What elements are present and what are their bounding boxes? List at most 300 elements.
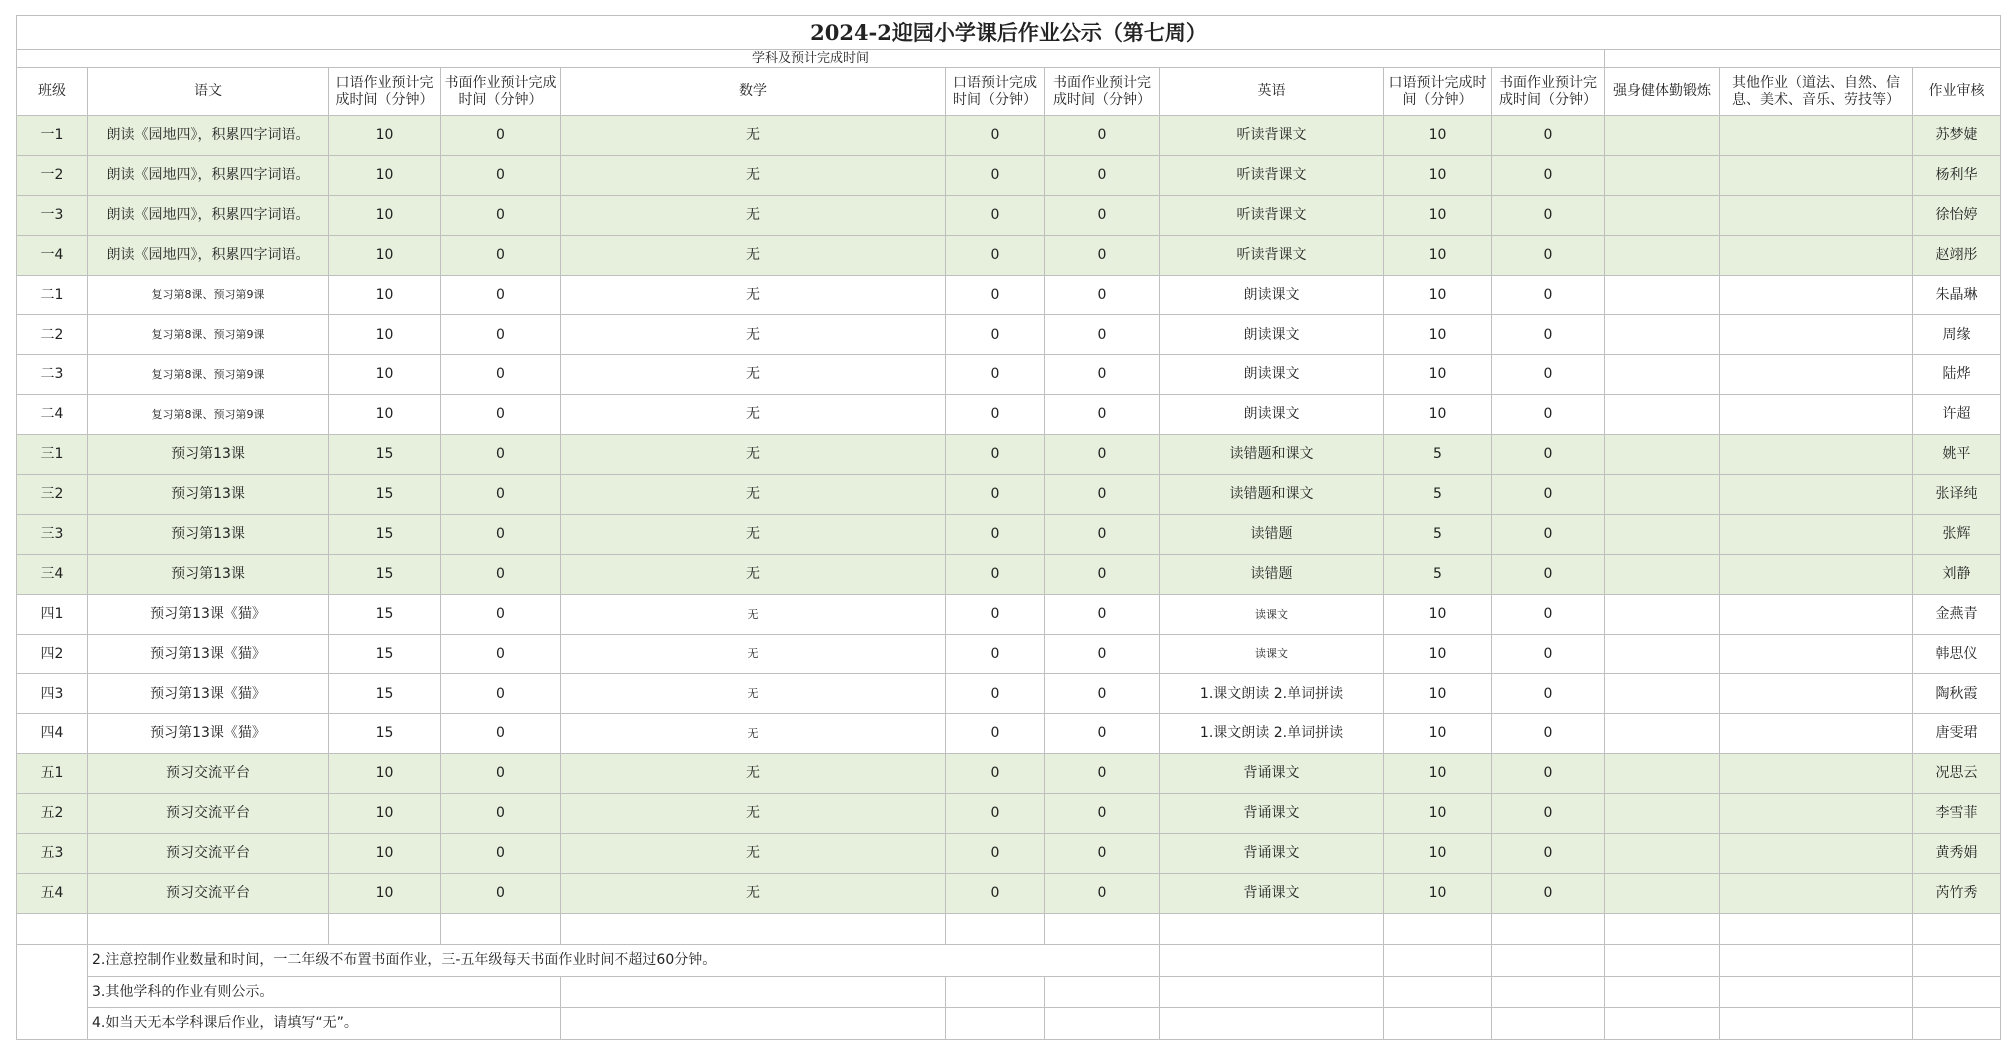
cell-pe bbox=[1605, 834, 1720, 874]
cell-english-oral: 10 bbox=[1384, 754, 1492, 794]
empty-cell bbox=[1720, 945, 1913, 977]
cell-reviewer: 芮竹秀 bbox=[1913, 873, 2001, 913]
empty-cell bbox=[17, 976, 88, 1008]
cell-class: 一3 bbox=[17, 195, 88, 235]
cell-math: 无 bbox=[561, 674, 946, 714]
cell-chinese-oral: 15 bbox=[329, 435, 441, 475]
cell-english-written: 0 bbox=[1492, 754, 1605, 794]
cell-chinese-oral: 15 bbox=[329, 674, 441, 714]
cell-chinese-oral: 10 bbox=[329, 315, 441, 355]
cell-reviewer: 朱晶琳 bbox=[1913, 275, 2001, 315]
cell-math: 无 bbox=[561, 315, 946, 355]
cell-english: 读错题 bbox=[1160, 554, 1384, 594]
cell-pe bbox=[1605, 195, 1720, 235]
cell-pe bbox=[1605, 435, 1720, 475]
empty-cell bbox=[946, 1008, 1045, 1040]
cell-english-oral: 10 bbox=[1384, 794, 1492, 834]
cell-english-oral: 10 bbox=[1384, 834, 1492, 874]
empty-cell bbox=[1160, 945, 1384, 977]
note-text: 4.如当天无本学科课后作业，请填写“无”。 bbox=[88, 1008, 561, 1040]
cell-math-written: 0 bbox=[1045, 634, 1160, 674]
empty-cell bbox=[1384, 976, 1492, 1008]
cell-class: 二2 bbox=[17, 315, 88, 355]
cell-english-oral: 10 bbox=[1384, 195, 1492, 235]
empty-cell bbox=[1160, 976, 1384, 1008]
cell-chinese: 预习第13课《猫》 bbox=[88, 594, 329, 634]
cell-reviewer: 黄秀娟 bbox=[1913, 834, 2001, 874]
cell-english: 1.课文朗读 2.单词拼读 bbox=[1160, 674, 1384, 714]
cell-class: 四1 bbox=[17, 594, 88, 634]
homework-table bbox=[16, 15, 2001, 1040]
cell-english-oral: 10 bbox=[1384, 355, 1492, 395]
cell-math-written: 0 bbox=[1045, 435, 1160, 475]
cell-pe bbox=[1605, 155, 1720, 195]
cell-math: 无 bbox=[561, 634, 946, 674]
cell-reviewer: 陆烨 bbox=[1913, 355, 2001, 395]
cell-math-written: 0 bbox=[1045, 794, 1160, 834]
cell-chinese-oral: 10 bbox=[329, 235, 441, 275]
header-math-written: 书面作业预计完成时间（分钟） bbox=[1045, 68, 1160, 116]
cell-english-oral: 10 bbox=[1384, 395, 1492, 435]
cell-chinese-written: 0 bbox=[441, 475, 561, 515]
header-english: 英语 bbox=[1160, 68, 1384, 116]
empty-cell bbox=[1605, 1008, 1720, 1040]
empty-cell bbox=[1384, 913, 1492, 945]
cell-other bbox=[1720, 554, 1913, 594]
cell-math-written: 0 bbox=[1045, 714, 1160, 754]
cell-math: 无 bbox=[561, 435, 946, 475]
cell-pe bbox=[1605, 355, 1720, 395]
empty-cell bbox=[1605, 945, 1720, 977]
cell-chinese-written: 0 bbox=[441, 794, 561, 834]
cell-math-oral: 0 bbox=[946, 554, 1045, 594]
cell-math-oral: 0 bbox=[946, 794, 1045, 834]
cell-other bbox=[1720, 275, 1913, 315]
empty-cell bbox=[561, 1008, 946, 1040]
table-row bbox=[17, 714, 2001, 754]
cell-math-written: 0 bbox=[1045, 873, 1160, 913]
cell-math-oral: 0 bbox=[946, 714, 1045, 754]
cell-math: 无 bbox=[561, 116, 946, 156]
note-text: 3.其他学科的作业有则公示。 bbox=[88, 976, 561, 1008]
cell-english-written: 0 bbox=[1492, 873, 1605, 913]
header-chinese: 语文 bbox=[88, 68, 329, 116]
cell-english-written: 0 bbox=[1492, 554, 1605, 594]
cell-math: 无 bbox=[561, 235, 946, 275]
cell-reviewer: 赵翊彤 bbox=[1913, 235, 2001, 275]
cell-chinese: 预习交流平台 bbox=[88, 794, 329, 834]
cell-english-oral: 10 bbox=[1384, 594, 1492, 634]
header-pe: 强身健体勤锻炼 bbox=[1605, 68, 1720, 116]
cell-english: 背诵课文 bbox=[1160, 754, 1384, 794]
table-row bbox=[17, 235, 2001, 275]
cell-chinese-oral: 10 bbox=[329, 754, 441, 794]
cell-english: 背诵课文 bbox=[1160, 834, 1384, 874]
cell-chinese: 复习第8课、预习第9课 bbox=[88, 315, 329, 355]
cell-pe bbox=[1605, 395, 1720, 435]
cell-math-oral: 0 bbox=[946, 195, 1045, 235]
header-math: 数学 bbox=[561, 68, 946, 116]
cell-chinese-oral: 15 bbox=[329, 554, 441, 594]
table-row bbox=[17, 275, 2001, 315]
cell-english-written: 0 bbox=[1492, 794, 1605, 834]
cell-chinese-written: 0 bbox=[441, 235, 561, 275]
cell-english-written: 0 bbox=[1492, 195, 1605, 235]
cell-class: 二1 bbox=[17, 275, 88, 315]
table-row bbox=[17, 315, 2001, 355]
empty-cell bbox=[1913, 1008, 2001, 1040]
cell-english: 读错题和课文 bbox=[1160, 435, 1384, 475]
cell-chinese-written: 0 bbox=[441, 834, 561, 874]
empty-cell bbox=[441, 913, 561, 945]
empty-cell bbox=[561, 976, 946, 1008]
cell-other bbox=[1720, 754, 1913, 794]
cell-chinese-written: 0 bbox=[441, 195, 561, 235]
cell-other bbox=[1720, 834, 1913, 874]
cell-reviewer: 徐怡婷 bbox=[1913, 195, 2001, 235]
cell-math-written: 0 bbox=[1045, 116, 1160, 156]
cell-english-written: 0 bbox=[1492, 634, 1605, 674]
cell-other bbox=[1720, 395, 1913, 435]
cell-class: 一2 bbox=[17, 155, 88, 195]
cell-class: 五4 bbox=[17, 873, 88, 913]
empty-cell bbox=[1720, 976, 1913, 1008]
table-row bbox=[17, 395, 2001, 435]
empty-cell bbox=[1913, 945, 2001, 977]
cell-chinese: 预习交流平台 bbox=[88, 754, 329, 794]
cell-other bbox=[1720, 794, 1913, 834]
cell-math-oral: 0 bbox=[946, 514, 1045, 554]
cell-math-oral: 0 bbox=[946, 355, 1045, 395]
cell-other bbox=[1720, 514, 1913, 554]
cell-english: 听读背课文 bbox=[1160, 195, 1384, 235]
cell-math: 无 bbox=[561, 714, 946, 754]
cell-chinese-oral: 15 bbox=[329, 714, 441, 754]
table-row bbox=[17, 873, 2001, 913]
cell-english-written: 0 bbox=[1492, 834, 1605, 874]
table-row bbox=[17, 834, 2001, 874]
cell-english-written: 0 bbox=[1492, 395, 1605, 435]
cell-english-written: 0 bbox=[1492, 235, 1605, 275]
empty-cell bbox=[1384, 1008, 1492, 1040]
cell-chinese: 预习交流平台 bbox=[88, 873, 329, 913]
cell-math-oral: 0 bbox=[946, 155, 1045, 195]
cell-math-oral: 0 bbox=[946, 235, 1045, 275]
cell-chinese-oral: 10 bbox=[329, 794, 441, 834]
cell-class: 二4 bbox=[17, 395, 88, 435]
cell-english-oral: 10 bbox=[1384, 873, 1492, 913]
cell-math-written: 0 bbox=[1045, 355, 1160, 395]
cell-math-oral: 0 bbox=[946, 315, 1045, 355]
cell-class: 四4 bbox=[17, 714, 88, 754]
cell-english-oral: 10 bbox=[1384, 155, 1492, 195]
cell-chinese-oral: 10 bbox=[329, 195, 441, 235]
empty-cell bbox=[946, 913, 1045, 945]
empty-cell bbox=[88, 913, 329, 945]
note-row bbox=[17, 1008, 2001, 1040]
cell-pe bbox=[1605, 714, 1720, 754]
cell-reviewer: 苏梦婕 bbox=[1913, 116, 2001, 156]
cell-english-written: 0 bbox=[1492, 714, 1605, 754]
empty-cell bbox=[1160, 1008, 1384, 1040]
note-row bbox=[17, 945, 2001, 977]
cell-chinese-oral: 10 bbox=[329, 275, 441, 315]
empty-cell bbox=[17, 1008, 88, 1040]
cell-english: 听读背课文 bbox=[1160, 235, 1384, 275]
table-row bbox=[17, 435, 2001, 475]
cell-class: 四2 bbox=[17, 634, 88, 674]
cell-chinese-written: 0 bbox=[441, 873, 561, 913]
cell-pe bbox=[1605, 554, 1720, 594]
empty-cell bbox=[1492, 1008, 1605, 1040]
cell-chinese-oral: 15 bbox=[329, 594, 441, 634]
cell-chinese-written: 0 bbox=[441, 155, 561, 195]
cell-english: 读错题 bbox=[1160, 514, 1384, 554]
cell-class: 五1 bbox=[17, 754, 88, 794]
note-row bbox=[17, 976, 2001, 1008]
cell-english-written: 0 bbox=[1492, 116, 1605, 156]
cell-pe bbox=[1605, 315, 1720, 355]
cell-math-oral: 0 bbox=[946, 475, 1045, 515]
cell-chinese-oral: 15 bbox=[329, 475, 441, 515]
cell-reviewer: 许超 bbox=[1913, 395, 2001, 435]
cell-math-written: 0 bbox=[1045, 554, 1160, 594]
cell-english-written: 0 bbox=[1492, 674, 1605, 714]
cell-english-oral: 10 bbox=[1384, 634, 1492, 674]
cell-math-written: 0 bbox=[1045, 475, 1160, 515]
empty-cell bbox=[1720, 913, 1913, 945]
cell-other bbox=[1720, 435, 1913, 475]
cell-math-written: 0 bbox=[1045, 594, 1160, 634]
empty-cell bbox=[1913, 976, 2001, 1008]
cell-chinese: 预习第13课 bbox=[88, 475, 329, 515]
cell-chinese: 预习第13课《猫》 bbox=[88, 634, 329, 674]
cell-math-written: 0 bbox=[1045, 315, 1160, 355]
cell-chinese-written: 0 bbox=[441, 395, 561, 435]
table-row bbox=[17, 754, 2001, 794]
cell-pe bbox=[1605, 235, 1720, 275]
blank-row bbox=[17, 913, 2001, 945]
cell-reviewer: 李雪菲 bbox=[1913, 794, 2001, 834]
cell-english-written: 0 bbox=[1492, 355, 1605, 395]
cell-math: 无 bbox=[561, 754, 946, 794]
header-chinese-written: 书面作业预计完成时间（分钟） bbox=[441, 68, 561, 116]
cell-other bbox=[1720, 315, 1913, 355]
cell-chinese: 预习第13课 bbox=[88, 554, 329, 594]
cell-chinese-oral: 15 bbox=[329, 634, 441, 674]
cell-math-oral: 0 bbox=[946, 435, 1045, 475]
cell-math: 无 bbox=[561, 554, 946, 594]
cell-other bbox=[1720, 235, 1913, 275]
empty-cell bbox=[561, 913, 946, 945]
cell-chinese-written: 0 bbox=[441, 634, 561, 674]
cell-pe bbox=[1605, 794, 1720, 834]
cell-english-oral: 10 bbox=[1384, 714, 1492, 754]
empty-cell bbox=[1492, 976, 1605, 1008]
cell-reviewer: 杨利华 bbox=[1913, 155, 2001, 195]
cell-math-written: 0 bbox=[1045, 395, 1160, 435]
cell-class: 三4 bbox=[17, 554, 88, 594]
cell-math-oral: 0 bbox=[946, 754, 1045, 794]
cell-other bbox=[1720, 355, 1913, 395]
empty-cell bbox=[1492, 913, 1605, 945]
cell-math-written: 0 bbox=[1045, 834, 1160, 874]
cell-class: 三2 bbox=[17, 475, 88, 515]
table-row bbox=[17, 674, 2001, 714]
table-row bbox=[17, 355, 2001, 395]
cell-english-written: 0 bbox=[1492, 594, 1605, 634]
cell-chinese-written: 0 bbox=[441, 674, 561, 714]
empty-cell bbox=[1045, 913, 1160, 945]
header-class: 班级 bbox=[17, 68, 88, 116]
cell-english: 听读背课文 bbox=[1160, 116, 1384, 156]
header-reviewer: 作业审核 bbox=[1913, 68, 2001, 116]
cell-chinese-written: 0 bbox=[441, 594, 561, 634]
cell-other bbox=[1720, 594, 1913, 634]
cell-english: 背诵课文 bbox=[1160, 873, 1384, 913]
cell-math-written: 0 bbox=[1045, 514, 1160, 554]
cell-class: 一4 bbox=[17, 235, 88, 275]
empty-cell bbox=[1605, 976, 1720, 1008]
cell-pe bbox=[1605, 475, 1720, 515]
cell-class: 四3 bbox=[17, 674, 88, 714]
cell-other bbox=[1720, 674, 1913, 714]
table-row bbox=[17, 794, 2001, 834]
cell-class: 二3 bbox=[17, 355, 88, 395]
cell-chinese-oral: 10 bbox=[329, 116, 441, 156]
cell-other bbox=[1720, 714, 1913, 754]
cell-chinese-written: 0 bbox=[441, 355, 561, 395]
cell-english-written: 0 bbox=[1492, 475, 1605, 515]
cell-english: 1.课文朗读 2.单词拼读 bbox=[1160, 714, 1384, 754]
cell-english: 朗读课文 bbox=[1160, 355, 1384, 395]
cell-pe bbox=[1605, 275, 1720, 315]
cell-pe bbox=[1605, 634, 1720, 674]
cell-math-oral: 0 bbox=[946, 674, 1045, 714]
cell-pe bbox=[1605, 754, 1720, 794]
table-row bbox=[17, 475, 2001, 515]
cell-chinese: 预习第13课 bbox=[88, 435, 329, 475]
cell-english-oral: 5 bbox=[1384, 435, 1492, 475]
cell-other bbox=[1720, 116, 1913, 156]
empty-cell bbox=[329, 913, 441, 945]
column-header-row bbox=[17, 68, 2001, 116]
cell-other bbox=[1720, 195, 1913, 235]
cell-english-oral: 10 bbox=[1384, 674, 1492, 714]
cell-english-written: 0 bbox=[1492, 315, 1605, 355]
cell-other bbox=[1720, 634, 1913, 674]
cell-pe bbox=[1605, 594, 1720, 634]
cell-english: 听读背课文 bbox=[1160, 155, 1384, 195]
cell-chinese-written: 0 bbox=[441, 514, 561, 554]
cell-reviewer: 张译纯 bbox=[1913, 475, 2001, 515]
table-row bbox=[17, 116, 2001, 156]
cell-chinese: 朗读《园地四》，积累四字词语。 bbox=[88, 116, 329, 156]
cell-chinese: 预习第13课 bbox=[88, 514, 329, 554]
cell-math: 无 bbox=[561, 794, 946, 834]
empty-cell bbox=[1605, 913, 1720, 945]
cell-english: 读错题和课文 bbox=[1160, 475, 1384, 515]
cell-math: 无 bbox=[561, 834, 946, 874]
table-row bbox=[17, 554, 2001, 594]
cell-chinese-oral: 10 bbox=[329, 834, 441, 874]
cell-english: 朗读课文 bbox=[1160, 395, 1384, 435]
cell-pe bbox=[1605, 116, 1720, 156]
cell-math-written: 0 bbox=[1045, 235, 1160, 275]
cell-english-written: 0 bbox=[1492, 275, 1605, 315]
header-chinese-oral: 口语作业预计完成时间（分钟） bbox=[329, 68, 441, 116]
cell-chinese: 预习交流平台 bbox=[88, 834, 329, 874]
cell-chinese-written: 0 bbox=[441, 554, 561, 594]
cell-math: 无 bbox=[561, 275, 946, 315]
table-row bbox=[17, 155, 2001, 195]
cell-english-written: 0 bbox=[1492, 435, 1605, 475]
cell-other bbox=[1720, 155, 1913, 195]
cell-math: 无 bbox=[561, 395, 946, 435]
cell-chinese: 复习第8课、预习第9课 bbox=[88, 355, 329, 395]
cell-chinese: 朗读《园地四》，积累四字词语。 bbox=[88, 235, 329, 275]
empty-cell bbox=[946, 976, 1045, 1008]
cell-chinese-oral: 10 bbox=[329, 873, 441, 913]
cell-chinese-oral: 10 bbox=[329, 355, 441, 395]
empty-cell bbox=[1160, 913, 1384, 945]
empty-cell bbox=[17, 913, 88, 945]
cell-class: 三3 bbox=[17, 514, 88, 554]
empty-cell bbox=[1045, 976, 1160, 1008]
cell-chinese: 预习第13课《猫》 bbox=[88, 714, 329, 754]
note-text: 2.注意控制作业数量和时间，一二年级不布置书面作业，三-五年级每天书面作业时间不超过60分钟。 bbox=[88, 945, 1160, 977]
cell-english-oral: 10 bbox=[1384, 235, 1492, 275]
cell-chinese-written: 0 bbox=[441, 315, 561, 355]
cell-math: 无 bbox=[561, 195, 946, 235]
empty-cell bbox=[1384, 945, 1492, 977]
cell-chinese: 复习第8课、预习第9课 bbox=[88, 395, 329, 435]
cell-chinese: 复习第8课、预习第9课 bbox=[88, 275, 329, 315]
cell-pe bbox=[1605, 674, 1720, 714]
cell-english: 背诵课文 bbox=[1160, 794, 1384, 834]
cell-math-oral: 0 bbox=[946, 275, 1045, 315]
cell-math-oral: 0 bbox=[946, 395, 1045, 435]
cell-english-written: 0 bbox=[1492, 514, 1605, 554]
cell-math-oral: 0 bbox=[946, 834, 1045, 874]
cell-other bbox=[1720, 873, 1913, 913]
cell-reviewer: 陶秋霞 bbox=[1913, 674, 2001, 714]
empty-cell bbox=[1045, 1008, 1160, 1040]
cell-chinese-oral: 10 bbox=[329, 155, 441, 195]
cell-english: 朗读课文 bbox=[1160, 315, 1384, 355]
cell-math-written: 0 bbox=[1045, 275, 1160, 315]
cell-pe bbox=[1605, 873, 1720, 913]
homework-sheet bbox=[16, 15, 2000, 1040]
cell-chinese-oral: 10 bbox=[329, 395, 441, 435]
cell-english-oral: 10 bbox=[1384, 315, 1492, 355]
cell-english-oral: 5 bbox=[1384, 554, 1492, 594]
cell-other bbox=[1720, 475, 1913, 515]
cell-class: 一1 bbox=[17, 116, 88, 156]
empty-cell bbox=[1605, 50, 2001, 68]
cell-chinese-written: 0 bbox=[441, 275, 561, 315]
cell-chinese-written: 0 bbox=[441, 714, 561, 754]
empty-cell bbox=[1913, 913, 2001, 945]
cell-reviewer: 韩思仪 bbox=[1913, 634, 2001, 674]
cell-math: 无 bbox=[561, 594, 946, 634]
header-english-written: 书面作业预计完成时间（分钟） bbox=[1492, 68, 1605, 116]
header-other: 其他作业（道法、自然、信息、美术、音乐、劳技等） bbox=[1720, 68, 1913, 116]
cell-reviewer: 唐雯珺 bbox=[1913, 714, 2001, 754]
cell-english: 读课文 bbox=[1160, 594, 1384, 634]
cell-math: 无 bbox=[561, 355, 946, 395]
cell-math-written: 0 bbox=[1045, 674, 1160, 714]
